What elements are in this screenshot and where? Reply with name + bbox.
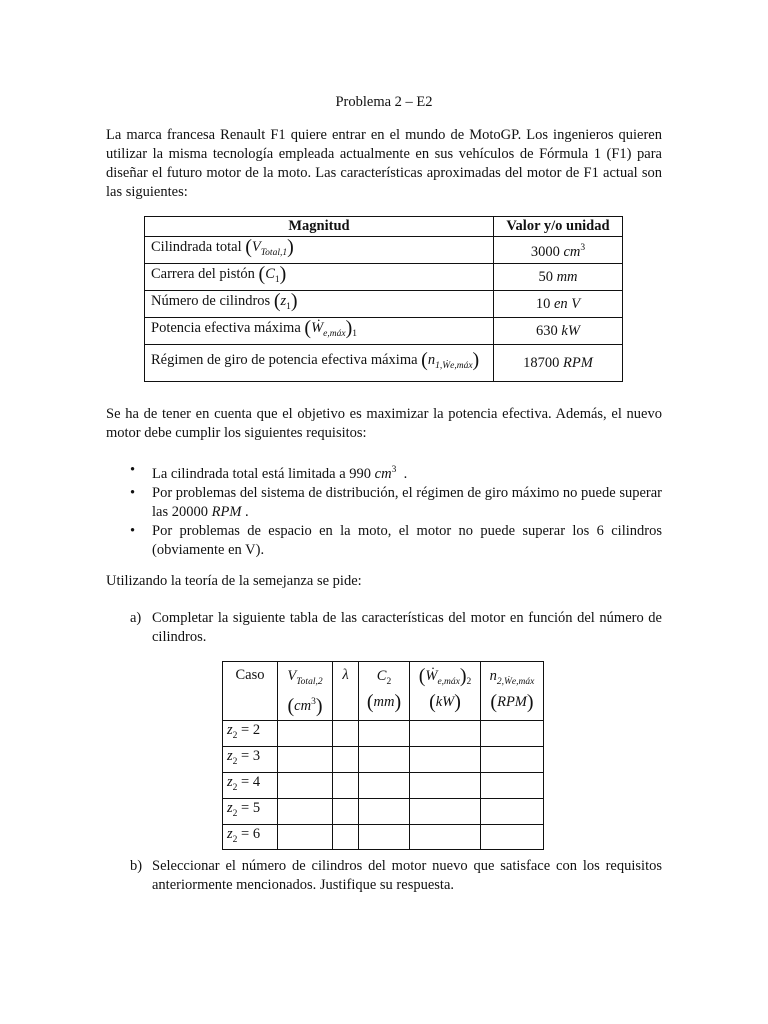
stroke-header: $C_2$ (mm) xyxy=(359,662,410,721)
speed-header: $n_{2,Ẇe,máx}$ (RPM) xyxy=(481,662,544,721)
empty-cell xyxy=(359,721,410,747)
table-row xyxy=(223,721,544,747)
case-cell: $z_2 = 4$ xyxy=(223,772,278,798)
page-title: Problema 2 – E2 xyxy=(335,94,433,110)
table-row: Potencia efectiva máxima $(Ẇ_{e,máx})_1$ 630 kW xyxy=(145,318,623,345)
question-b-label: b) xyxy=(130,858,143,874)
empty-cell xyxy=(278,721,333,747)
empty-cell xyxy=(333,824,359,850)
empty-cell xyxy=(278,772,333,798)
list-item: • Por problemas del sistema de distribución, el régimen de giro máximo no puede superar las 20000 RPM . xyxy=(130,484,662,520)
intro-paragraph: La marca francesa Renault F1 quiere entrar en el mundo de MotoGP. Los ingenieros quieren utilizar la misma tecnología empleada actualmente en sus vehículos de Fórmula 1 (F1) para diseñar el futuro motor de la moto. Las características aproximadas del motor de F1 actual son las siguientes: xyxy=(106,127,662,200)
table-row xyxy=(223,746,544,772)
case-cell: $z_2 = 3$ xyxy=(223,746,278,772)
requirements-paragraph: Se ha de tener en cuenta que el objetivo es maximizar la potencia efectiva. Además, el nuevo motor debe cumplir los siguientes requisitos: xyxy=(106,406,662,441)
row-label: Número de cilindros xyxy=(151,292,271,309)
table-row xyxy=(223,824,544,850)
row-label: Potencia efectiva máxima xyxy=(151,319,301,336)
question-a xyxy=(130,609,662,647)
empty-cell xyxy=(410,772,481,798)
symbol-outer-sub: 1 xyxy=(352,328,357,339)
row-unit-sup: 3 xyxy=(580,242,586,253)
row-value: 3000 xyxy=(530,243,560,260)
bullet-icon: • xyxy=(130,462,136,478)
question-a-label: a) xyxy=(130,610,142,626)
caso-header: Caso xyxy=(223,662,278,721)
empty-cell xyxy=(359,798,410,824)
symbol: Ẇ xyxy=(311,319,324,336)
empty-cell xyxy=(359,746,410,772)
empty-cell xyxy=(410,721,481,747)
empty-cell xyxy=(410,798,481,824)
row-unit: kW xyxy=(561,322,580,339)
symbol-sub: 1,Ẇe,máx xyxy=(435,360,473,371)
question-b-text: Seleccionar el número de cilindros del motor nuevo que satisface con los requisitos anteriormente mencionados. Justifique su respuesta. xyxy=(152,858,662,893)
symbol: C xyxy=(265,265,275,282)
bullet-icon: • xyxy=(130,522,136,539)
row-unit: en V xyxy=(553,295,581,312)
engine-f1-table xyxy=(144,216,623,382)
bullet-icon: • xyxy=(130,484,136,501)
table-row xyxy=(223,798,544,824)
empty-cell xyxy=(333,798,359,824)
symbol-sub: 1 xyxy=(286,301,291,312)
cylinder-cases-table xyxy=(222,661,544,850)
empty-cell xyxy=(359,772,410,798)
case-cell: $z_2 = 5$ xyxy=(223,798,278,824)
table2-header-row xyxy=(223,662,544,721)
symbol-sub: Total,1 xyxy=(260,247,288,258)
row-value: 50 xyxy=(538,268,553,285)
empty-cell xyxy=(333,746,359,772)
empty-cell xyxy=(278,746,333,772)
empty-cell xyxy=(481,772,544,798)
symbol: n xyxy=(427,351,436,368)
question-a-text: Completar la siguiente tabla de las características del motor en función del número de cilindros. xyxy=(152,610,662,645)
power-header: $(Ẇ_{e,máx})_2$ (kW) xyxy=(410,662,481,721)
list-item: • Por problemas de espacio en la moto, el motor no puede superar los 6 cilindros (obviamente en V). xyxy=(130,522,662,558)
volume-header: $V_{Total,2}$ $(cm^3)$ xyxy=(278,662,333,721)
empty-cell xyxy=(481,824,544,850)
case-cell: $z_2 = 6$ xyxy=(223,824,278,850)
row-unit: RPM xyxy=(563,354,593,371)
table-row: Régimen de giro de potencia efectiva máxima $(n_{1,Ẇe,máx})$ 18700 RPM xyxy=(145,345,623,382)
empty-cell xyxy=(410,746,481,772)
symbol: z xyxy=(280,292,287,309)
symbol-sub: 1 xyxy=(274,274,280,285)
row-unit: cm xyxy=(563,243,581,260)
row-label: Carrera del pistón xyxy=(151,265,255,282)
empty-cell xyxy=(333,772,359,798)
list-item: • La cilindrada total está limitada a 990 $cm^3$ . xyxy=(130,462,408,482)
row-label: Cilindrada total xyxy=(151,238,242,255)
empty-cell xyxy=(359,824,410,850)
similarity-paragraph: Utilizando la teoría de la semejanza se pide: xyxy=(106,573,362,589)
requirements-list xyxy=(130,461,662,560)
table-row: Número de cilindros $(z_1)$ 10 en V xyxy=(145,291,623,318)
row-value: 630 xyxy=(536,322,558,339)
empty-cell xyxy=(481,798,544,824)
symbol-sub: e,máx xyxy=(323,328,346,339)
table-row: Carrera del pistón $(C_1)$ 50 mm xyxy=(145,264,623,291)
row-unit: mm xyxy=(556,268,578,285)
case-cell: $z_2 = 2$ xyxy=(223,721,278,747)
row-label: Régimen de giro de potencia efectiva máxima xyxy=(151,351,418,368)
empty-cell xyxy=(333,721,359,747)
table1-header-magnitud: Magnitud xyxy=(145,217,494,237)
table-row: Cilindrada total $(V_{Total,1})$ 3000 $cm^3$ xyxy=(145,237,623,264)
row-value: 18700 xyxy=(523,354,560,371)
empty-cell xyxy=(410,824,481,850)
empty-cell xyxy=(278,824,333,850)
empty-cell xyxy=(481,721,544,747)
symbol: V xyxy=(251,238,261,255)
question-b xyxy=(130,857,662,895)
row-value: 10 xyxy=(535,295,551,312)
table1-header-valor: Valor y/o unidad xyxy=(494,217,623,237)
table-row xyxy=(223,772,544,798)
empty-cell xyxy=(278,798,333,824)
empty-cell xyxy=(481,746,544,772)
lambda-header: λ xyxy=(333,662,359,721)
